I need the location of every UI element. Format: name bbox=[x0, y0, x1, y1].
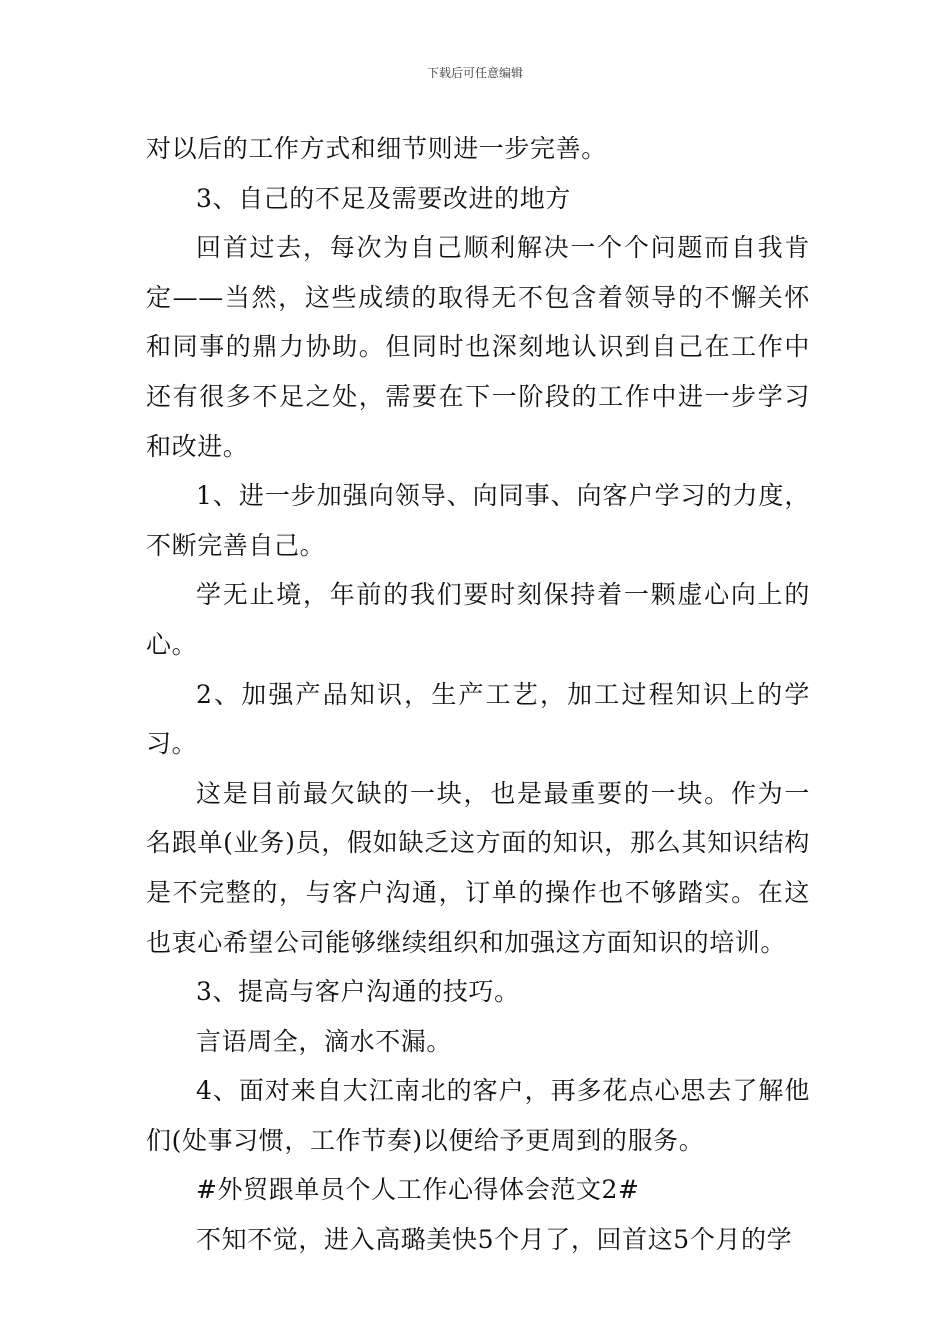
paragraph-12: 不知不觉，进入高璐美快5个月了，回首这5个月的学 bbox=[196, 1225, 793, 1255]
paragraph-7: 这是目前最欠缺的一块，也是最重要的一块。作为一名跟单(业务)员，假如缺乏这方面的知识，那么其知识结构是不完整的，与客户沟通，订单的操作也不够踏实。在这也衷心希望公司能够继续组织和加强这方面知识的培训。 bbox=[146, 778, 810, 957]
document-body bbox=[146, 124, 810, 1265]
paragraph-9: 言语周全，滴水不漏。 bbox=[196, 1026, 453, 1056]
paragraph-1: 对以后的工作方式和细节则进一步完善。 bbox=[146, 134, 607, 163]
section-heading: #外贸跟单员个人工作心得体会范文2# bbox=[196, 1175, 640, 1205]
paragraph-6: 2、加强产品知识，生产工艺，加工过程知识上的学习。 bbox=[146, 679, 810, 759]
paragraph-2: 3、自己的不足及需要改进的地方 bbox=[196, 183, 571, 213]
paragraph-5: 学无止境，年前的我们要时刻保持着一颗虚心向上的心。 bbox=[146, 580, 810, 659]
page-header: 下载后可任意编辑 bbox=[426, 66, 523, 80]
paragraph-4: 1、进一步加强向领导、向同事、向客户学习的力度，不断完善自己。 bbox=[146, 481, 810, 560]
paragraph-3: 回首过去，每次为自己顺利解决一个个问题而自我肯定——当然，这些成绩的取得无不包含着领导的不懈关怀和同事的鼎力协助。但同时也深刻地认识到自己在工作中还有很多不足之处，需要在下一阶段的工作中进一步学习和改进。 bbox=[146, 233, 810, 461]
paragraph-10: 4、面对来自大江南北的客户，再多花点心思去了解他们(处事习惯，工作节奏)以便给予更周到的服务。 bbox=[146, 1076, 810, 1155]
paragraph-8: 3、提高与客户沟通的技巧。 bbox=[196, 977, 520, 1007]
